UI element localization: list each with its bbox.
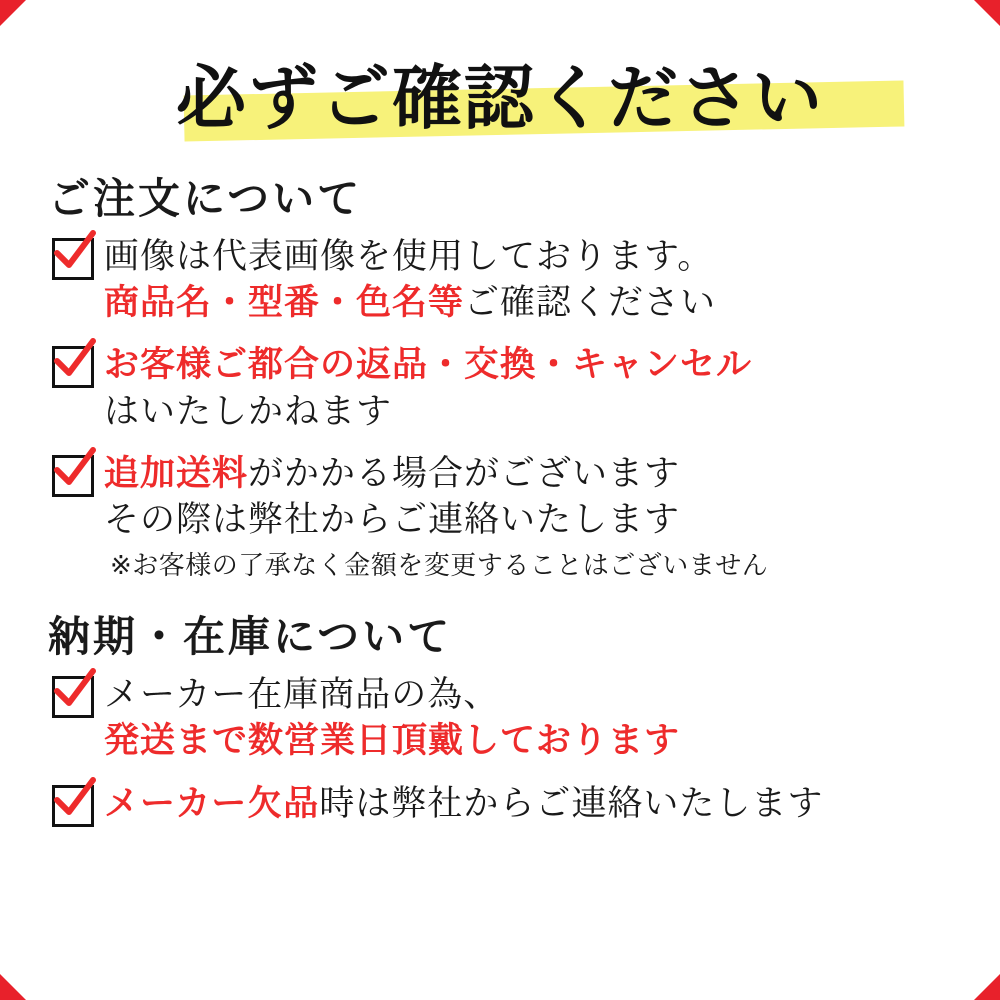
list-item (44, 234, 956, 326)
list-item-emphasis: 商品名・型番・色名等 (104, 283, 465, 324)
checkbox-icon (52, 676, 94, 718)
checkbox-icon (52, 238, 94, 280)
checkbox-icon (52, 455, 94, 497)
page-title: 必ずご確認ください (176, 57, 824, 139)
list-item-body (104, 451, 956, 582)
list-item (44, 781, 956, 827)
list-item-body (104, 781, 956, 827)
list-item-text: 時は弊社からご連絡いたします (319, 783, 824, 824)
list-item-emphasis: 追加送料 (104, 453, 249, 494)
list-item-line: はいたしかねます (104, 391, 393, 432)
corner-accent-top-right (974, 0, 1000, 26)
checkbox-icon (52, 346, 94, 388)
list-item-text: がかかる場合がございます (248, 453, 681, 494)
list-item-emphasis: メーカー欠品 (104, 783, 320, 824)
section-heading-delivery-stock: 納期・在庫について (48, 612, 453, 662)
section-orders (44, 166, 956, 582)
list-item-body (104, 672, 956, 764)
list-item-line (104, 451, 956, 497)
list-item (44, 672, 956, 764)
list-item-text: ご確認ください (464, 283, 717, 324)
corner-accent-bottom-left (0, 974, 26, 1000)
list-item (44, 342, 956, 434)
list-item-line (104, 280, 956, 326)
corner-accent-top-left (0, 0, 26, 26)
section-delivery-stock (44, 604, 956, 827)
list-item-line: その際は弊社からご連絡いたします (104, 499, 681, 540)
list-item-note: ※お客様の了承なく金額を変更することはございません (110, 551, 769, 582)
list-item (44, 451, 956, 582)
list-item-body (104, 342, 956, 434)
checkbox-icon (52, 785, 94, 827)
corner-accent-bottom-right (974, 974, 1000, 1000)
list-item-line: メーカー在庫商品の為、 (104, 675, 500, 716)
list-item-line: 発送まで数営業日頂戴しております (104, 721, 681, 762)
list-item-line: 画像は代表画像を使用しております。 (104, 237, 714, 277)
list-item-line (104, 781, 956, 827)
list-item-body (104, 234, 956, 326)
list-item-line: お客様ご都合の返品・交換・キャンセル (104, 345, 753, 386)
section-heading-orders: ご注文について (48, 174, 363, 223)
page-title-container (44, 42, 956, 152)
